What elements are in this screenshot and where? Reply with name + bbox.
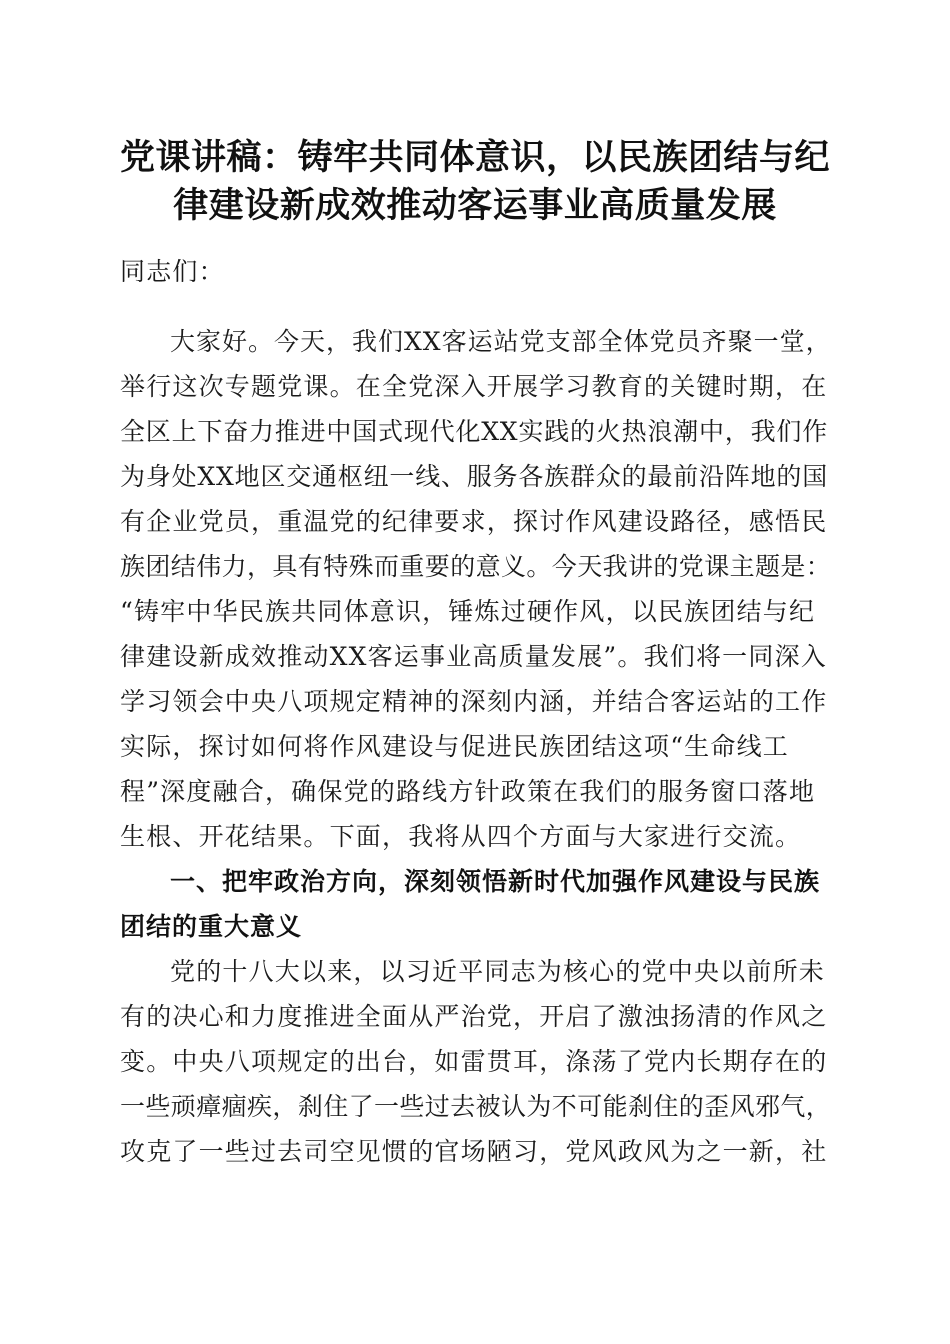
section-heading-line-2: 团结的重大意义 <box>120 912 303 941</box>
section-heading-line-1: 一、把牢政治方向，深刻领悟新时代加强作风建设与民族 <box>170 867 821 896</box>
paragraph-line: 变。中央八项规定的出台，如雷贯耳，涤荡了党内长期存在的 <box>120 1047 828 1076</box>
paragraph-line: 族团结伟力，具有特殊而重要的意义。今天我讲的党课主题是： <box>120 552 832 581</box>
paragraph-line: 党的十八大以来，以习近平同志为核心的党中央以前所未 <box>170 957 826 986</box>
paragraph-line: 生根、开花结果。下面，我将从四个方面与大家进行交流。 <box>120 822 802 851</box>
document-title-line-2: 律建设新成效推动客运事业高质量发展 <box>173 186 777 226</box>
paragraph-line: 程”深度融合，确保党的路线方针政策在我们的服务窗口落地 <box>120 777 816 806</box>
paragraph-line: 为身处XX地区交通枢纽一线、服务各族群众的最前沿阵地的国 <box>120 462 828 491</box>
paragraph-line: “铸牢中华民族共同体意识，锤炼过硬作风，以民族团结与纪 <box>120 597 816 626</box>
paragraph-line: 实际，探讨如何将作风建设与促进民族团结这项“生命线工 <box>120 732 789 761</box>
paragraph-line: 大家好。今天，我们XX客运站党支部全体党员齐聚一堂， <box>170 327 832 356</box>
paragraph-line: 一些顽瘴痼疾，刹住了一些过去被认为不可能刹住的歪风邪气， <box>120 1092 832 1121</box>
paragraph-line: 律建设新成效推动XX客运事业高质量发展”。我们将一同深入 <box>120 642 827 671</box>
paragraph-line: 全区上下奋力推进中国式现代化XX实践的火热浪潮中，我们作 <box>120 417 828 446</box>
paragraph-line: 举行这次专题党课。在全党深入开展学习教育的关键时期，在 <box>120 372 828 401</box>
salutation: 同志们： <box>120 257 225 286</box>
document-title-line-1: 党课讲稿：铸牢共同体意识，以民族团结与纪 <box>119 138 830 178</box>
paragraph-line: 有的决心和力度推进全面从严治党，开启了激浊扬清的作风之 <box>120 1002 828 1031</box>
paragraph-line: 学习领会中央八项规定精神的深刻内涵，并结合客运站的工作 <box>120 687 828 716</box>
paragraph-line: 有企业党员，重温党的纪律要求，探讨作风建设路径，感悟民 <box>120 507 828 536</box>
paragraph-line: 攻克了一些过去司空见惯的官场陋习，党风政风为之一新，社 <box>120 1137 828 1166</box>
